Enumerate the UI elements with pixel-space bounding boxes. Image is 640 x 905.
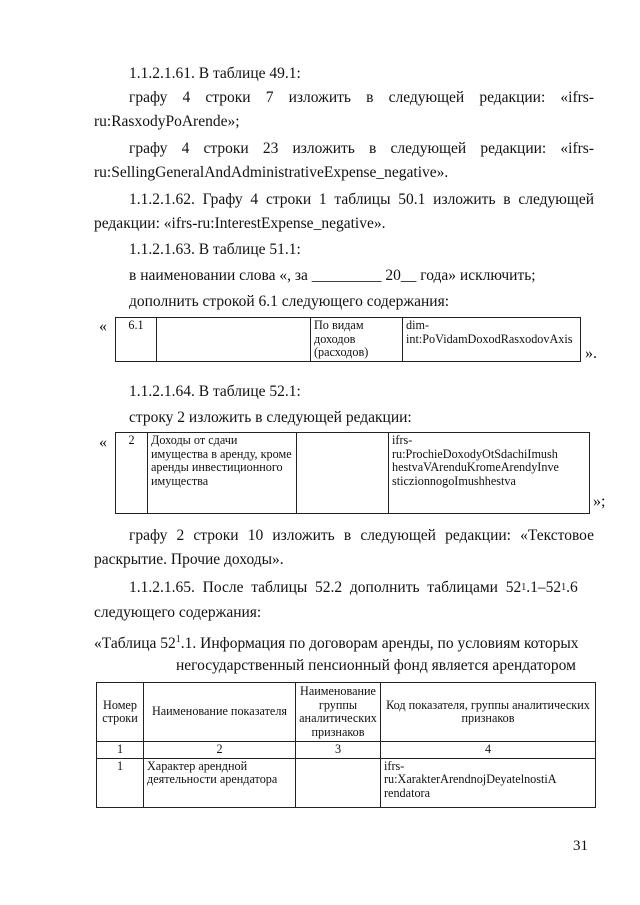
- table3-code-line3: rendatora: [384, 785, 431, 800]
- table-row-2: [115, 432, 590, 514]
- para-63-heading: 1.1.2.1.63. В таблице 51.1:: [129, 241, 301, 258]
- table3-cell-code: [381, 758, 596, 807]
- para-65-line2: следующего содержания:: [94, 604, 262, 621]
- para-65-text-c: .6: [566, 579, 578, 596]
- table3-code-line2: ru:XarakterArendnojDeyatelnostiA: [384, 772, 557, 786]
- table2-code-line4: sticzionnogoImushhestva: [392, 473, 516, 488]
- table1-cell-name: [157, 318, 311, 362]
- para-61-heading: 1.1.2.1.61. В таблице 49.1:: [129, 65, 301, 82]
- table-52-1: [96, 682, 596, 808]
- table1-code-line1: dim-: [406, 318, 430, 332]
- table2-cell-name: Доходы от сдачи имущества в аренду, кроме аренды инвестиционного имущества: [148, 433, 297, 514]
- quote-close-1: ».: [585, 345, 597, 362]
- table1-cell-group: По видам доходов (расходов): [311, 318, 403, 362]
- para-64-line3: раскрытие. Прочие доходы».: [94, 551, 284, 568]
- table2-code-line1: ifrs-: [392, 433, 413, 447]
- para-61-line1: графу 4 строки 7 изложить в следующей редакции: «ifrs-: [129, 89, 594, 106]
- para-65-text-b: .1–52: [526, 579, 562, 596]
- superscript-1: 1: [521, 582, 527, 593]
- para-61-line2: ru:RasxodyPoArende»;: [94, 113, 240, 130]
- table-title-post: .1. Информация по договорам аренды, по условиям которых: [180, 635, 579, 653]
- para-63-line1: в наименовании слова «, за _________ 20__ года» исключить;: [129, 267, 536, 284]
- table1-cell-code: [403, 318, 581, 362]
- table2-code-line2: ru:ProchieDoxodyOtSdachiImush: [392, 446, 558, 461]
- table2-cell-code: [389, 433, 590, 514]
- para-62-line1: 1.1.2.1.62. Графу 4 строки 1 таблицы 50.1 изложить в следующей: [129, 191, 594, 208]
- table-row-6-1: [115, 317, 581, 362]
- table3-cell-name: Характер арендной деятельности арендатора: [144, 758, 296, 807]
- table3-colnum-2: 2: [144, 742, 296, 759]
- table3-header-name: Наименование показателя: [144, 683, 296, 742]
- table2-cell-group: [297, 433, 389, 514]
- table3-colnum-3: 3: [296, 742, 381, 759]
- table3-cell-number: 1: [97, 758, 144, 807]
- table3-header-group: Наименование группы аналитических признаков: [296, 683, 381, 742]
- para-64-heading: 1.1.2.1.64. В таблице 52.1:: [129, 383, 301, 400]
- table3-colnum-1: 1: [97, 742, 144, 759]
- table3-cell-group: [296, 758, 381, 807]
- para-61-line4: ru:SellingGeneralAndAdministrativeExpense_negative».: [94, 164, 449, 181]
- table2-cell-number: 2: [116, 433, 148, 514]
- table-title-line2: негосударственный пенсионный фонд является арендатором: [176, 657, 576, 674]
- table3-header-number: Номер строки: [97, 683, 144, 742]
- superscript-2: 1: [561, 582, 567, 593]
- page-number: 31: [573, 838, 588, 854]
- quote-close-2: »;: [593, 493, 606, 510]
- para-64-line1: строку 2 изложить в следующей редакции:: [129, 409, 412, 426]
- para-63-line2: дополнить строкой 6.1 следующего содержания:: [129, 293, 450, 310]
- para-62-line2: редакции: «ifrs-ru:InterestExpense_negative».: [94, 215, 386, 232]
- table3-header-code: Код показателя, группы аналитических признаков: [381, 683, 596, 742]
- table3-colnum-4: 4: [381, 742, 596, 759]
- para-65-text-a: 1.1.2.1.65. После таблицы 52.2 дополнить таблицами 52: [129, 579, 522, 596]
- table2-code-line3: hestvaVArenduKromeArendyInve: [392, 460, 559, 474]
- table-row: [97, 758, 596, 807]
- table-title-line1: [94, 630, 579, 654]
- para-61-line3: графу 4 строки 23 изложить в следующей редакции: «ifrs-: [129, 140, 594, 157]
- table3-code-line1: ifrs-: [384, 758, 405, 773]
- table1-code-line2: int:PoVidamDoxodRasxodovAxis: [406, 331, 573, 346]
- quote-open-1: «: [99, 318, 107, 335]
- para-64-line2: графу 2 строки 10 изложить в следующей редакции: «Текстовое: [129, 527, 594, 544]
- table1-cell-number: 6.1: [116, 318, 157, 362]
- quote-open-2: «: [99, 434, 107, 451]
- para-65-line1: [129, 578, 594, 598]
- superscript-3: 1: [175, 634, 181, 645]
- table-title-pre: «Таблица 52: [94, 635, 176, 653]
